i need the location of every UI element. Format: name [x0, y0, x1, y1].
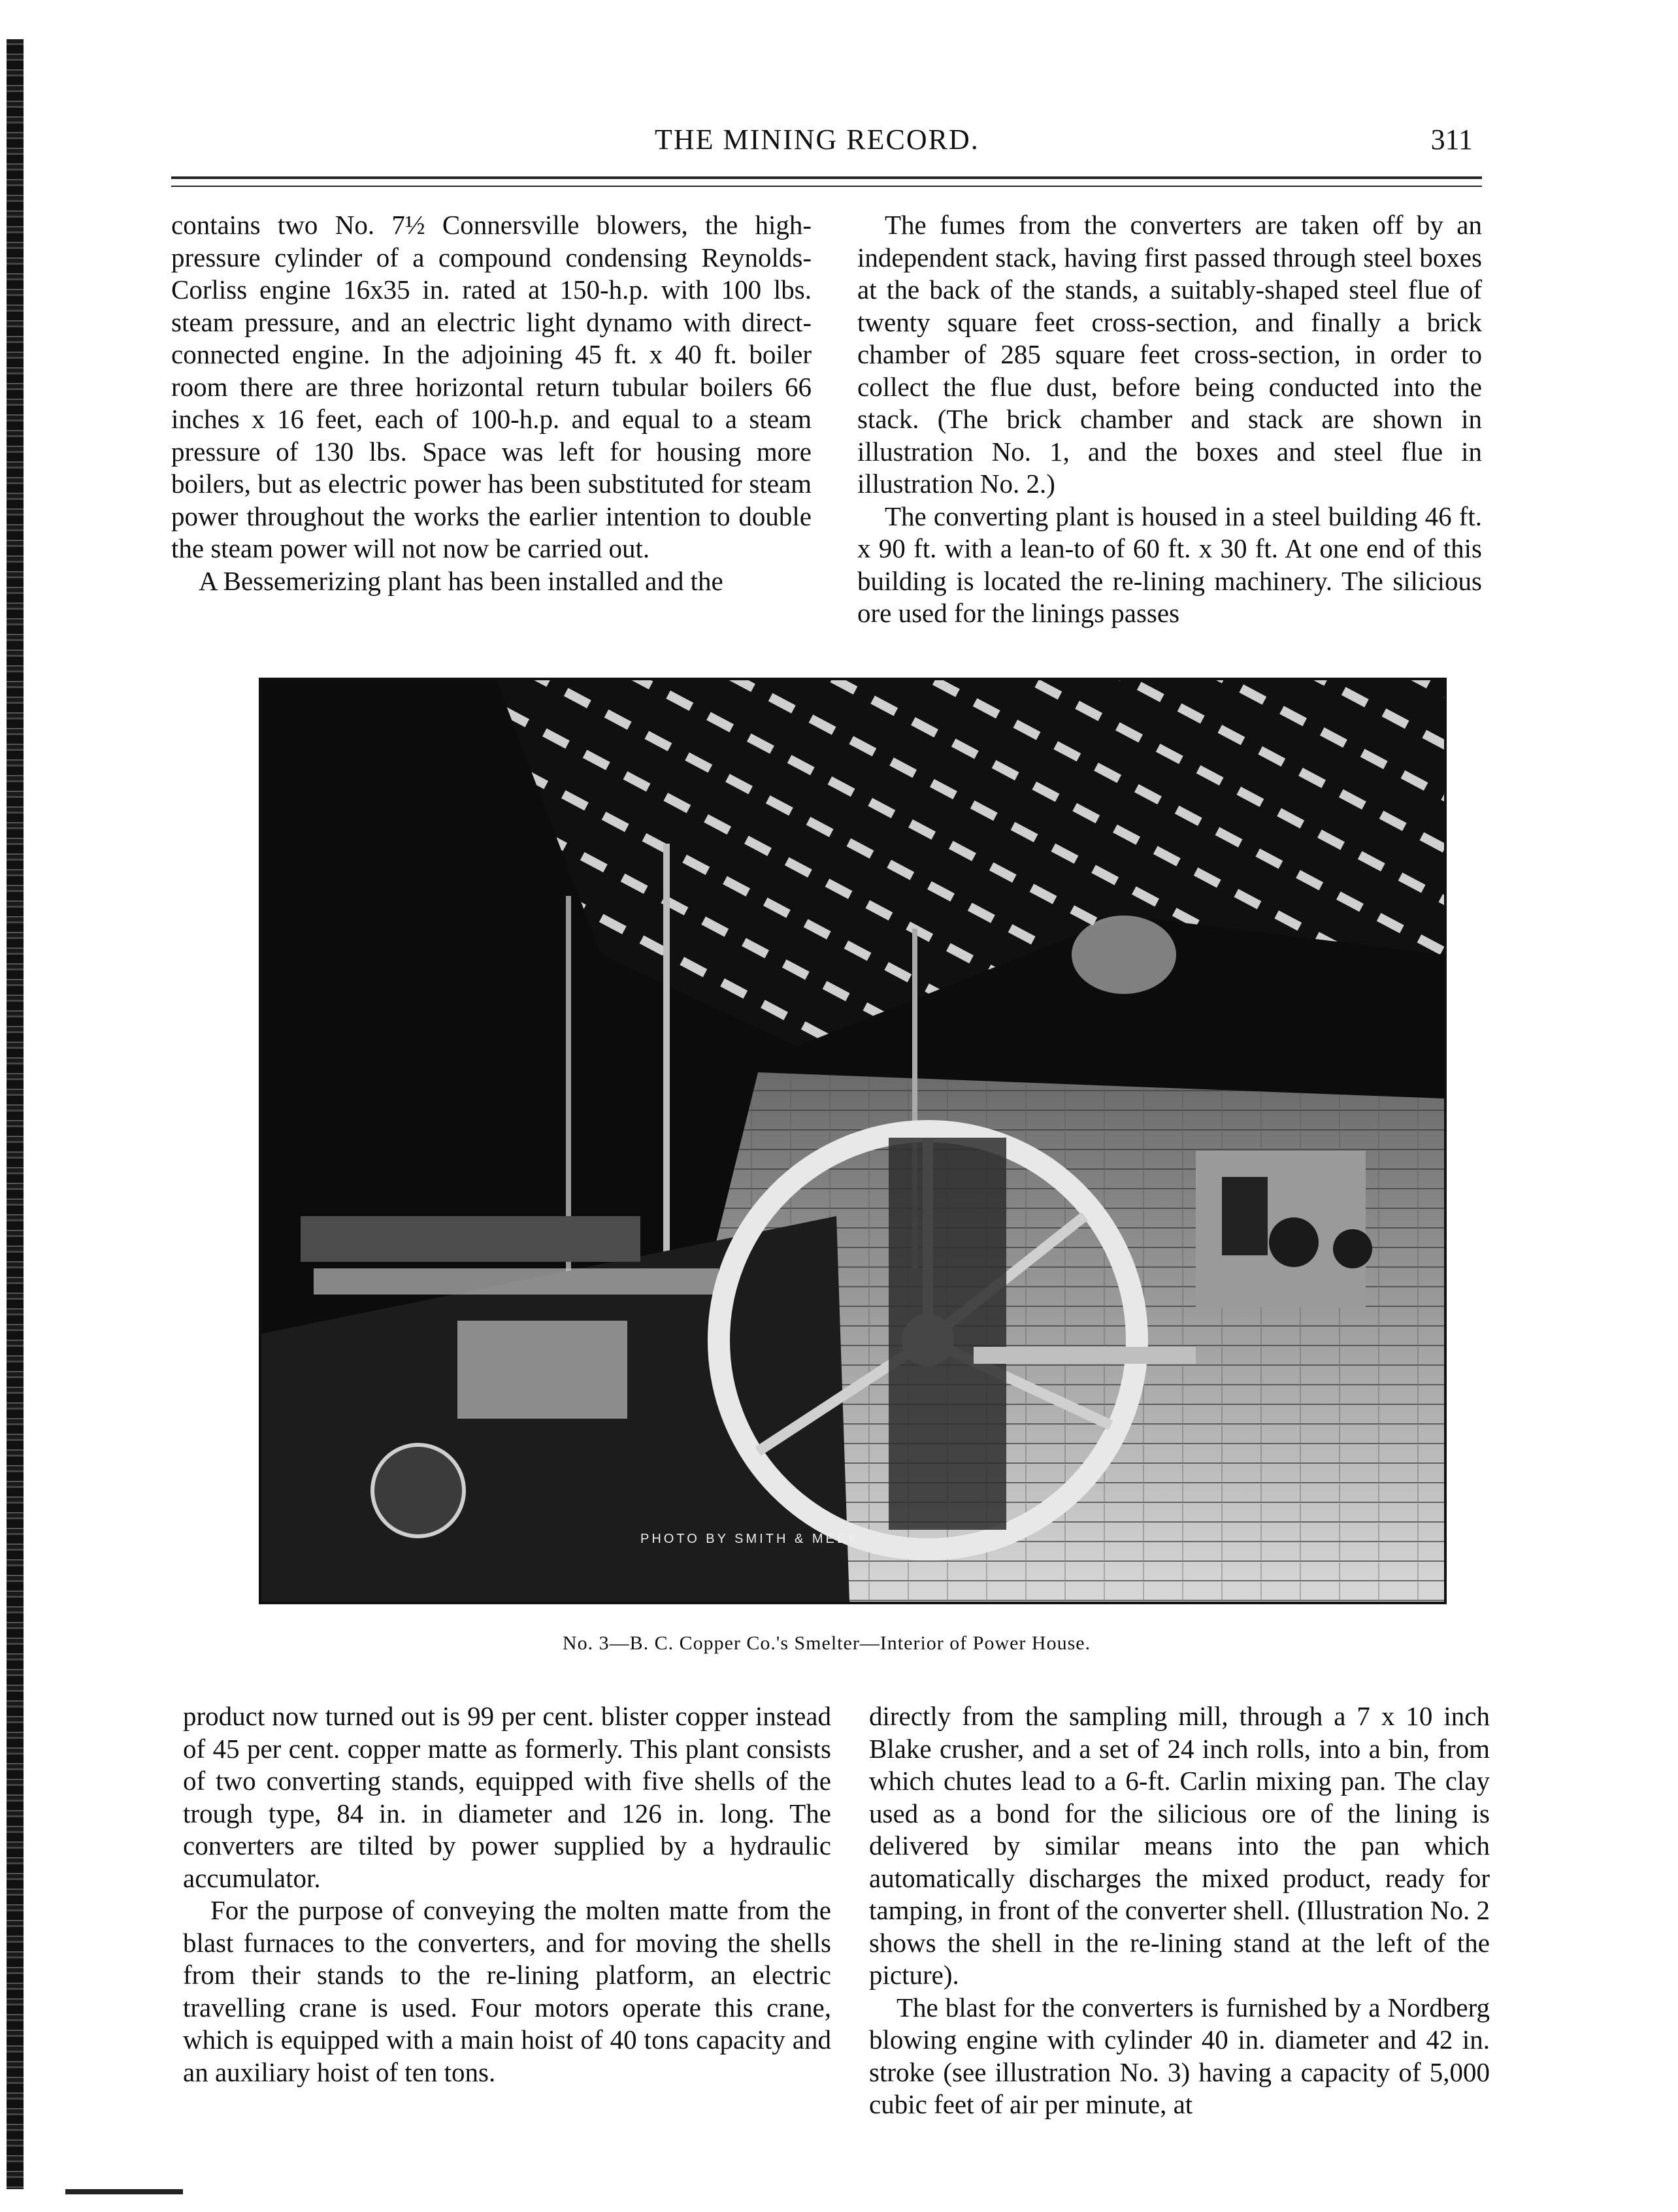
power-house-photo	[259, 678, 1447, 1604]
running-header	[171, 123, 1482, 169]
paragraph: A Bessemerizing plant has been installed and the	[199, 565, 723, 596]
page-binding-edge	[7, 39, 24, 2189]
header-rule-thin	[171, 186, 1482, 187]
paragraph: The fumes from the converters are taken off by an independent stack, having first passed through steel boxes at the back of the stands, a suitably-shaped steel flue of twenty square feet cross-section, and finally a brick chamber of 285 square feet cross-section, in order to collect the flue dust, before being conducted into the stack. (The brick chamber and stack are shown in illustration No. 1, and the boxes and steel flue in illustration No. 2.)	[857, 210, 1482, 499]
column-top-left	[171, 209, 812, 597]
paragraph: The converting plant is housed in a steel building 46 ft. x 90 ft. with a lean-to of 60 ft. x 30 ft. At one end of this building is located the re-lining machinery. The silicious ore used for the linings passes	[857, 501, 1482, 628]
paragraph: For the purpose of conveying the molten matte from the blast furnaces to the converters, and for moving the shells from their stands to the re-lining platform, an electric travelling crane is used. Four motors operate this crane, which is equipped with a main hoist of 40 tons capacity and an auxiliary hoist of ten tons.	[183, 1895, 831, 2087]
power-house-photo-image	[261, 680, 1444, 1602]
column-bottom-left	[183, 1700, 831, 2088]
paragraph: directly from the sampling mill, through a 7 x 10 inch Blake crusher, and a set of 24 inch rolls, into a bin, from which chutes lead to a 6-ft. Carlin mixing pan. The clay used as a bond for the silicious ore of the lining is delivered by similar means into the pan which automatically discharges the mixed product, ready for tamping, in front of the converter shell. (Illustration No. 2 shows the shell in the re-lining stand at the left of the picture).	[869, 1701, 1490, 1990]
header-rule	[171, 176, 1482, 179]
paragraph: The blast for the converters is furnished by a Nordberg blowing engine with cylinder 40 in. diameter and 42 in. stroke (see illustration No. 3) having a capacity of 5,000 cubic feet of air per minute, at	[869, 1992, 1490, 2119]
journal-title: THE MINING RECORD.	[655, 124, 979, 156]
column-top-right	[857, 209, 1482, 630]
column-bottom-right	[869, 1700, 1490, 2121]
page-binding-foot	[65, 2189, 183, 2194]
photo-credit: PHOTO BY SMITH & MEEK	[640, 1532, 860, 1546]
figure-caption: No. 3—B. C. Copper Co.'s Smelter—Interior of Power House.	[562, 1632, 1091, 1654]
page-number: 311	[1430, 124, 1473, 156]
paragraph: product now turned out is 99 per cent. blister copper instead of 45 per cent. copper matte as formerly. This plant consists of two converting stands, equipped with five shells of the trough type, 84 in. in diameter and 126 in. long. The converters are tilted by power supplied by a hydraulic accumulator.	[183, 1701, 831, 1893]
paragraph: contains two No. 7½ Connersville blowers, the high-pressure cylinder of a compound condensing Reynolds-Corliss engine 16x35 in. rated at 150-h.p. with 100 lbs. steam pressure, and an electric light dynamo with direct-connected engine. In the adjoining 45 ft. x 40 ft. boiler room there are three horizontal return tubular boilers 66 inches x 16 feet, each of 100-h.p. and equal to a steam pressure of 130 lbs. Space was left for housing more boilers, but as electric power has been substituted for steam power throughout the works the earlier intention to double the steam power will not now be carried out.	[171, 210, 812, 563]
